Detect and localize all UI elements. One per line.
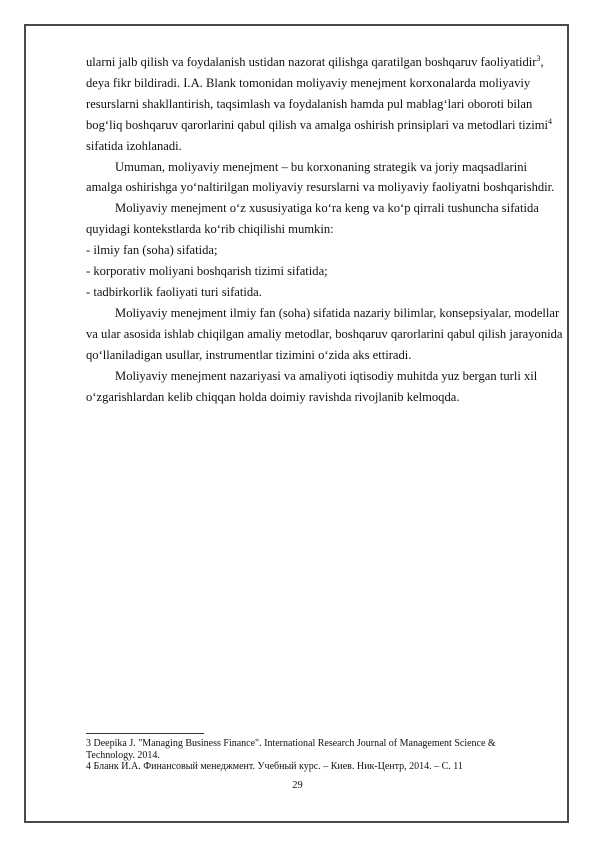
list-item: - ilmiy fan (soha) sifatida;	[86, 243, 218, 258]
paragraph-1	[86, 52, 563, 157]
paragraph-1-part-2: , deya fikr bildiradi. I.A. Blank tomonidan moliyaviy menejment korxonalarda moliyaviy resurslarni shakllantirish, taqsimlash va foydalanish hamda pul mablag‘lari oboroti bilan bog‘liq boshqaruv qarorlarini qabul qilish va amalga oshirish prinsiplari va metodlari tizimi	[86, 55, 549, 132]
footnote-ref-4: 4	[548, 116, 553, 126]
page-number: 29	[292, 780, 303, 791]
list-item: - korporativ moliyani boshqarish tizimi sifatida;	[86, 264, 328, 279]
footnote-separator	[86, 733, 204, 734]
footnote-3: 3 Deepika J. "Managing Business Finance". International Research Journal of Management Science & Technology. 2014.	[86, 738, 496, 761]
paragraph-3: Moliyaviy menejment o‘z xususiyatiga ko‘ra keng va ko‘p qirrali tushuncha sifatida quyidagi kontekstlarda ko‘rib chiqilishi mumkin:	[86, 201, 539, 237]
paragraph-1-part-3: sifatida izohlanadi.	[86, 138, 182, 153]
footnote-ref-3: 3	[536, 54, 541, 63]
paragraph-1-part-1: ularni jalb qilish va foydalanish ustidan nazorat qilishga qaratilgan boshqaruv faoliyatidir	[86, 55, 537, 69]
paragraph-5: Moliyaviy menejment nazariyasi va amaliyoti iqtisodiy muhitda yuz bergan turli xil o‘zgarishlardan kelib chiqqan holda doimiy ravishda rivojlanib kelmoqda.	[86, 368, 538, 404]
paragraph-4: Moliyaviy menejment ilmiy fan (soha) sifatida nazariy bilimlar, konsepsiyalar, modellar va ular asosida ishlab chiqilgan amaliy metodlar, boshqaruv qarorlarini qabul qilish jarayonida qo‘llaniladigan usullar, instrumentlar tizimini o‘zida aks ettiradi.	[86, 305, 563, 362]
footnote-4: 4 Бланк И.А. Финансовый менеджмент. Учебный курс. – Киев. Ник-Центр, 2014. – С. 11	[86, 761, 463, 772]
main-text	[86, 52, 563, 407]
footnotes	[86, 738, 546, 773]
paragraph-2: Umuman, moliyaviy menejment – bu korxonaning strategik va joriy maqsadlarini amalga oshirishga yo‘naltirilgan moliyaviy resurslarni va moliyaviy faoliyatni boshqarishdir.	[86, 159, 555, 195]
list-item: - tadbirkorlik faoliyati turi sifatida.	[86, 284, 262, 299]
